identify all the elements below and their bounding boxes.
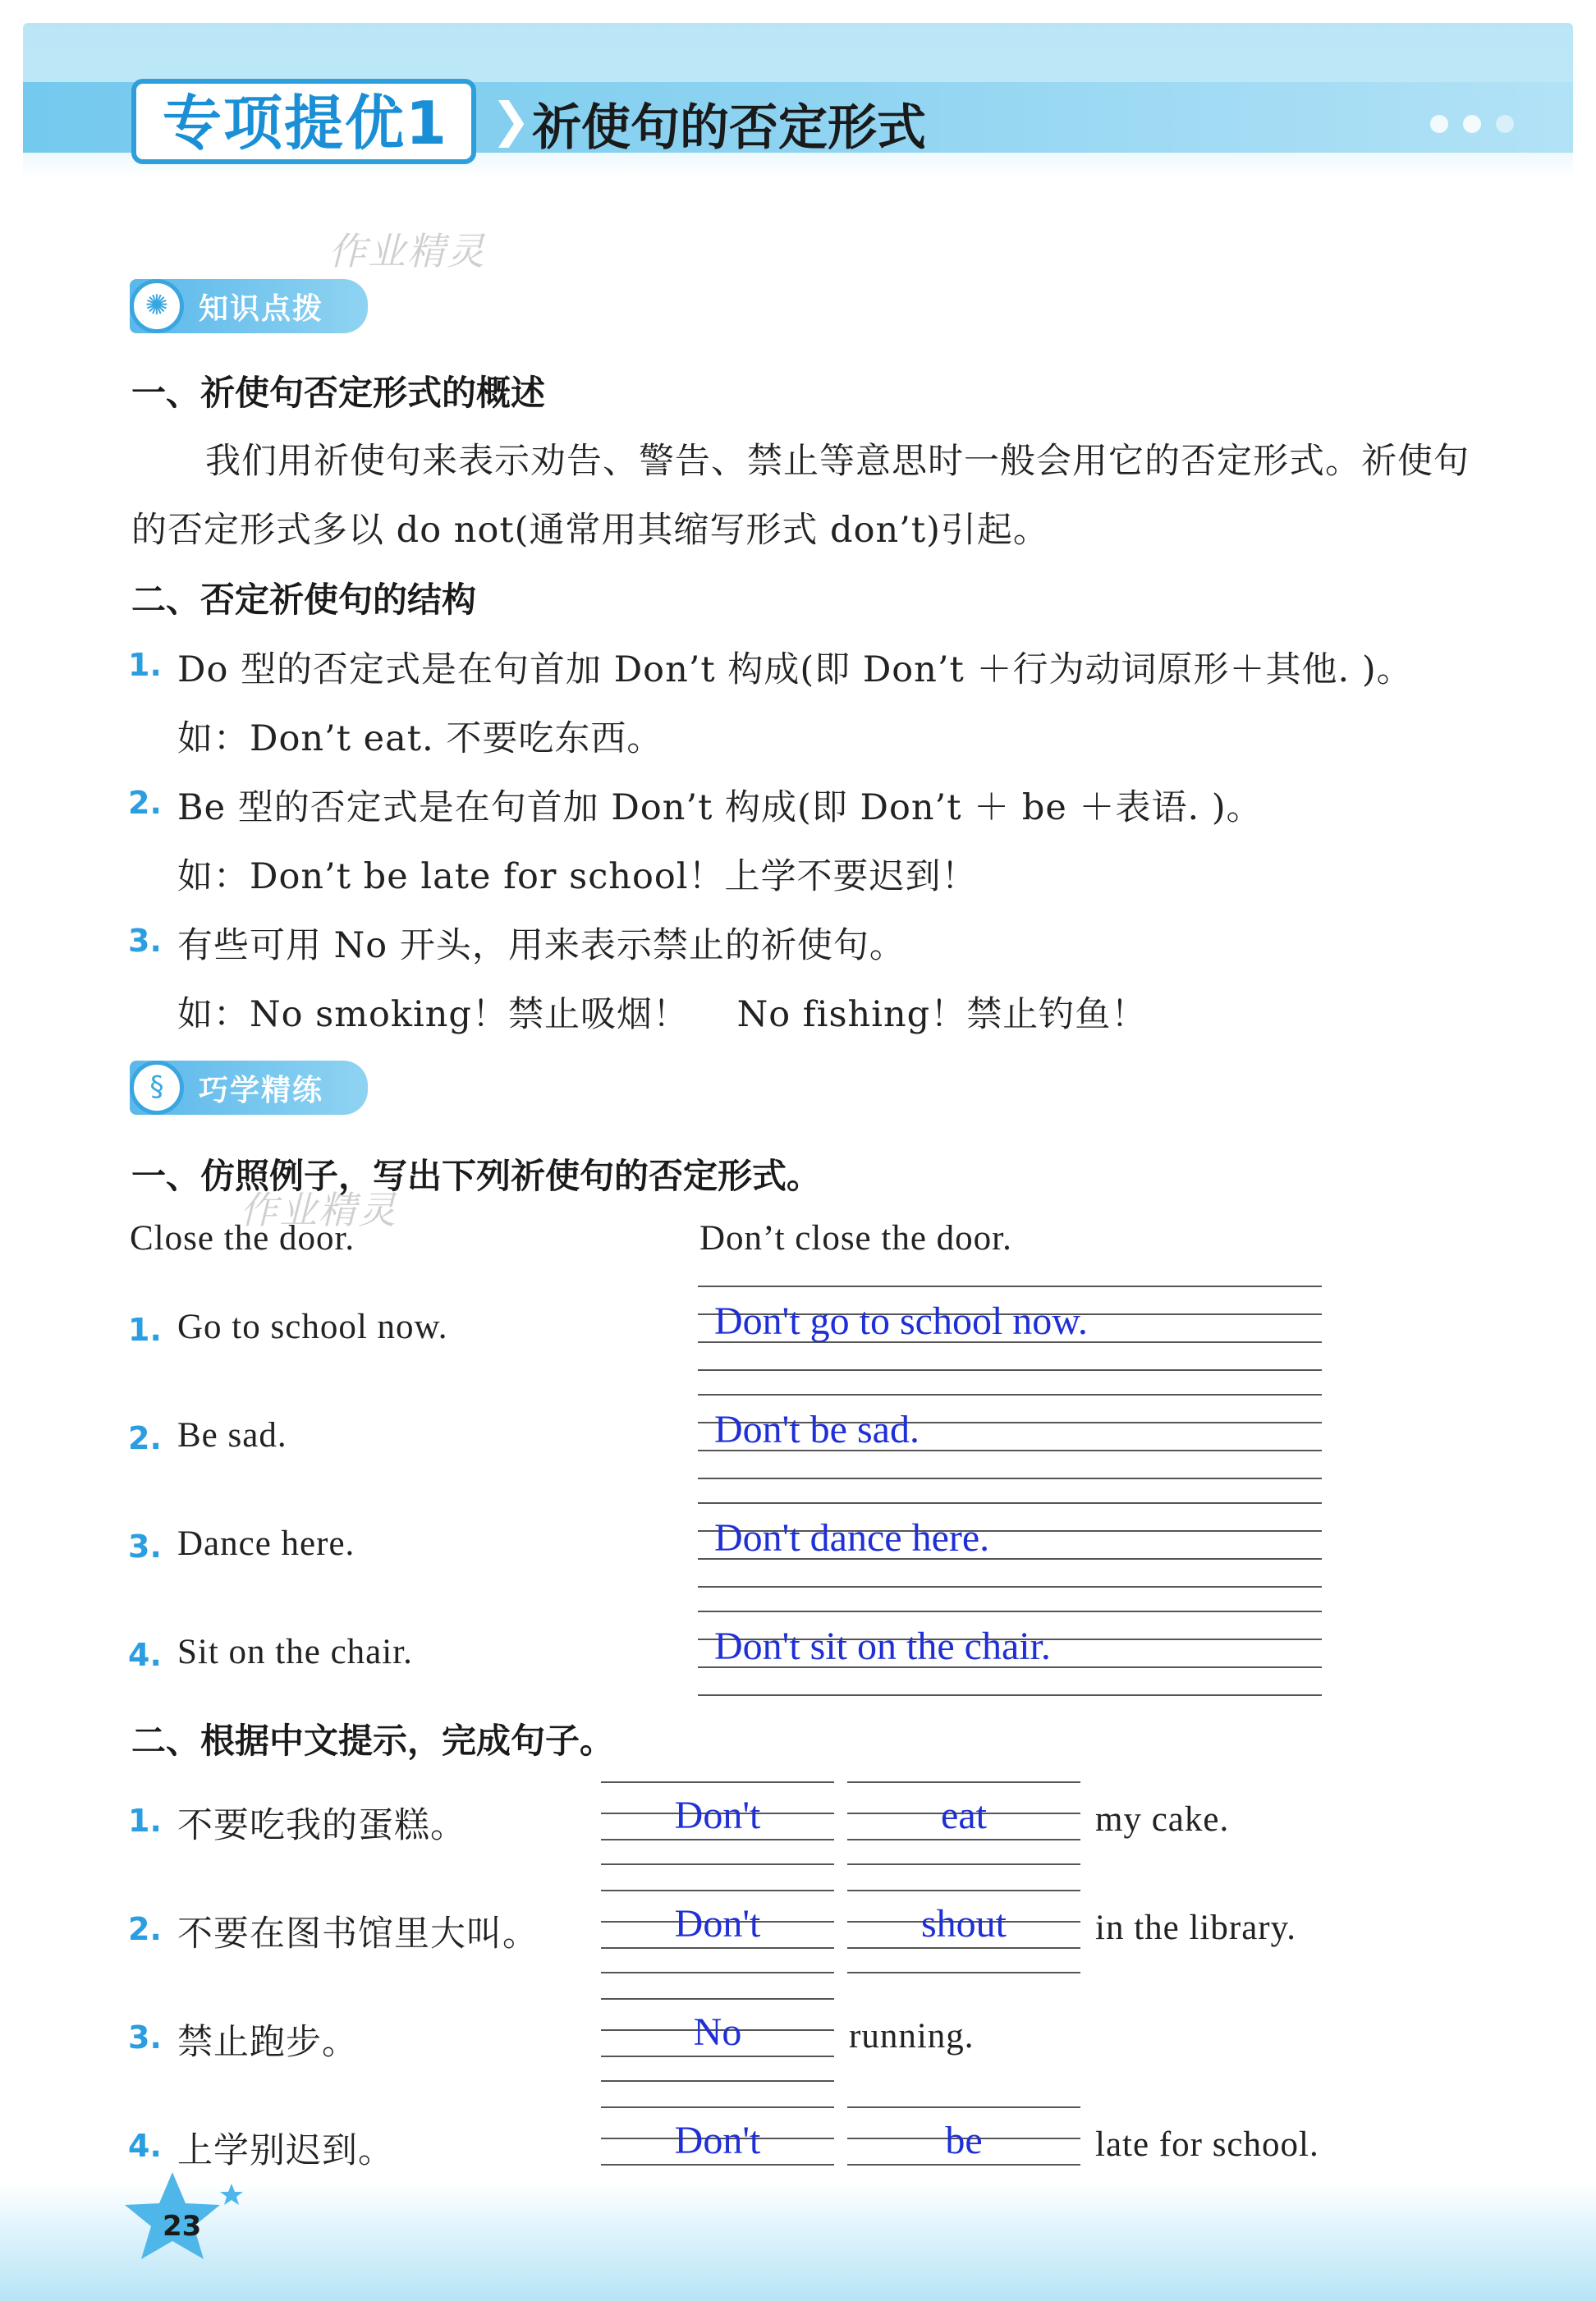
answer-input[interactable]: Don't be sad. (714, 1408, 920, 1451)
blank-answer[interactable]: No (693, 2010, 742, 2054)
sentence-rest: in the library. (1095, 1909, 1297, 1947)
page-title-sub: 祈使句的否定形式 (532, 99, 926, 157)
answer-line (601, 1781, 834, 1783)
item-number: 3. (128, 1529, 162, 1565)
answer-line (847, 1972, 1080, 1973)
practice-icon: § (130, 1061, 184, 1115)
answer-line (601, 2056, 834, 2057)
watermark: 作业精灵 (328, 229, 486, 273)
answer-line (698, 1369, 1322, 1371)
exercise-question: Dance here. (177, 1524, 355, 1563)
rule-text: Be 型的否定式是在句首加 Don’t 构成(即 Don’t ＋ be ＋表语. )。 (177, 787, 1263, 828)
section-heading: 二、否定祈使句的结构 (131, 580, 477, 620)
sentence-rest: my cake. (1095, 1800, 1230, 1839)
answer-line (698, 1286, 1322, 1287)
blank-answer[interactable]: Don't (674, 2119, 761, 2162)
answer-line (847, 1839, 1080, 1840)
chinese-prompt: 不要在图书馆里大叫。 (177, 1914, 539, 1955)
item-number: 1. (128, 1803, 162, 1839)
paragraph-line: 的否定形式多以 do not(通常用其缩写形式 don’t)引起。 (131, 510, 1049, 551)
item-number: 3. (128, 923, 162, 959)
answer-line (698, 1586, 1322, 1588)
item-number: 2. (128, 1911, 162, 1947)
answer-line (601, 2080, 834, 2082)
example-question: Close the door. (130, 1219, 355, 1258)
answer-line (847, 1781, 1080, 1783)
chinese-prompt: 上学别迟到。 (177, 2130, 394, 2171)
section-heading: 一、祈使句否定形式的概述 (131, 373, 546, 413)
blank-answer[interactable]: Don't (674, 1794, 761, 1837)
answer-line (847, 2106, 1080, 2108)
decor-dot (1430, 115, 1448, 133)
answer-line (601, 2106, 834, 2108)
chinese-prompt: 禁止跑步。 (177, 2022, 358, 2063)
decor-dot (1496, 115, 1514, 133)
rule-text: Do 型的否定式是在句首加 Don’t 构成(即 Don’t ＋行为动词原形＋其他. )。 (177, 649, 1413, 690)
sentence-rest: late for school. (1095, 2125, 1319, 2164)
page-title-main: 专项提优1 (162, 89, 449, 158)
answer-line (847, 1947, 1080, 1949)
title-arrow-icon: ❯ (491, 92, 531, 148)
answer-line (698, 1394, 1322, 1396)
answer-line (847, 1890, 1080, 1891)
answer-line (601, 1863, 834, 1865)
answer-line (601, 1947, 834, 1949)
answer-line (601, 2164, 834, 2166)
example-answer: Don’t close the door. (699, 1219, 1012, 1258)
answer-line (601, 1998, 834, 2000)
exercise-heading: 二、根据中文提示，完成句子。 (131, 1721, 615, 1761)
exercise-question: Go to school now. (177, 1308, 448, 1346)
blank-answer[interactable]: eat (941, 1794, 987, 1837)
answer-line (847, 2164, 1080, 2166)
rule-example: 如：Don’t be late for school！上学不要迟到！ (177, 856, 978, 897)
answer-line (698, 1478, 1322, 1479)
item-number: 3. (128, 2019, 162, 2056)
item-number: 2. (128, 785, 162, 821)
item-number: 2. (128, 1420, 162, 1456)
answer-line (698, 1502, 1322, 1504)
answer-line (698, 1611, 1322, 1612)
exercise-question: Sit on the chair. (177, 1633, 413, 1671)
rule-text: 有些可用 No 开头，用来表示禁止的祈使句。 (177, 925, 906, 966)
answer-line (601, 1972, 834, 1973)
sentence-rest: running. (849, 2017, 975, 2056)
lightbulb-icon: ✺ (130, 279, 184, 333)
blank-answer[interactable]: be (945, 2119, 983, 2162)
answer-line (698, 1694, 1322, 1696)
answer-input[interactable]: Don't dance here. (714, 1516, 990, 1560)
paragraph-line: 我们用祈使句来表示劝告、警告、禁止等意思时一般会用它的否定形式。祈使句 (205, 441, 1470, 482)
item-number: 4. (128, 1637, 162, 1673)
rule-example: 如：No smoking！禁止吸烟！ No fishing！禁止钓鱼！ (177, 994, 1148, 1035)
section-badge-label: 巧学精练 (199, 1074, 324, 1107)
answer-input[interactable]: Don't sit on the chair. (714, 1625, 1051, 1668)
answer-line (601, 1890, 834, 1891)
exercise-heading: 一、仿照例子，写出下列祈使句的否定形式。 (131, 1156, 822, 1196)
section-badge-label: 知识点拨 (199, 292, 324, 326)
blank-answer[interactable]: shout (920, 1902, 1007, 1946)
watermark: 作业精灵 (240, 1188, 397, 1232)
exercise-question: Be sad. (177, 1416, 287, 1455)
answer-line (847, 1863, 1080, 1865)
item-number: 1. (128, 647, 162, 683)
rule-example: 如：Don’t eat. 不要吃东西。 (177, 718, 663, 759)
page-number: 23 (163, 2210, 202, 2243)
chinese-prompt: 不要吃我的蛋糕。 (177, 1805, 466, 1846)
answer-line (601, 1839, 834, 1840)
item-number: 1. (128, 1312, 162, 1348)
decor-dot (1463, 115, 1481, 133)
answer-input[interactable]: Don't go to school now. (714, 1299, 1088, 1343)
blank-answer[interactable]: Don't (674, 1902, 761, 1946)
item-number: 4. (128, 2128, 162, 2164)
